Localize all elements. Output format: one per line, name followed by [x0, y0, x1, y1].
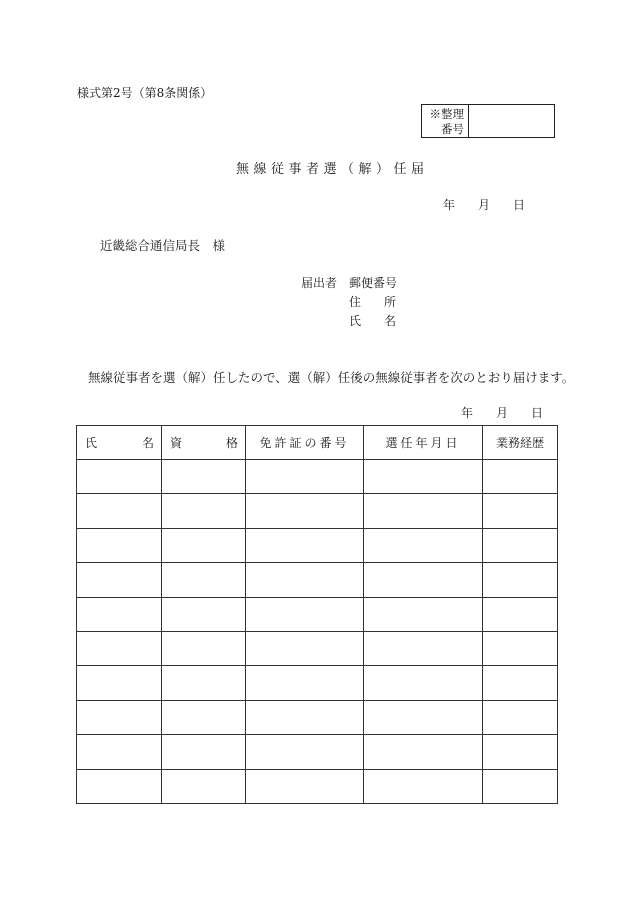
qualification-cell[interactable]: [162, 494, 246, 528]
table-row: [77, 666, 558, 700]
table-row: [77, 597, 558, 631]
qualification-cell[interactable]: [162, 563, 246, 597]
license-number-cell[interactable]: [246, 631, 364, 665]
license-number-cell[interactable]: [246, 563, 364, 597]
work-history-cell[interactable]: [483, 563, 558, 597]
table-row: [77, 563, 558, 597]
name-cell[interactable]: [77, 494, 162, 528]
document-title: 無線従事者選（解）任届: [236, 162, 429, 177]
work-history-cell[interactable]: [483, 735, 558, 769]
work-history-cell[interactable]: [483, 631, 558, 665]
appointment-date-cell[interactable]: [364, 631, 483, 665]
header-name: 氏 名: [77, 426, 162, 460]
postal-code-label: 郵便番号: [349, 276, 398, 290]
name-cell[interactable]: [77, 666, 162, 700]
name-cell[interactable]: [77, 735, 162, 769]
notice-text: 無線従事者を選（解）任したので、選（解）任後の無線従事者を次のとおり届けます。: [88, 370, 575, 385]
license-number-cell[interactable]: [246, 700, 364, 734]
table-row: [77, 460, 558, 494]
qualification-cell[interactable]: [162, 700, 246, 734]
header-license-number: 免許証の番号: [246, 426, 364, 460]
work-history-cell[interactable]: [483, 528, 558, 562]
address-label: 住 所: [349, 295, 396, 309]
submission-date: [420, 196, 525, 213]
license-number-cell[interactable]: [246, 460, 364, 494]
work-history-cell[interactable]: [483, 700, 558, 734]
qualification-cell[interactable]: [162, 460, 246, 494]
work-history-cell[interactable]: [483, 494, 558, 528]
appointment-date-cell[interactable]: [364, 700, 483, 734]
qualification-cell[interactable]: [162, 631, 246, 665]
name-cell[interactable]: [77, 460, 162, 494]
name-cell[interactable]: [77, 563, 162, 597]
name-label: 氏 名: [349, 314, 396, 328]
day-label: 日: [512, 198, 525, 212]
year-label: 年: [460, 406, 473, 420]
month-label: 月: [477, 198, 490, 212]
table-row: [77, 769, 558, 803]
name-cell[interactable]: [77, 528, 162, 562]
year-label: 年: [442, 198, 455, 212]
qualification-cell[interactable]: [162, 528, 246, 562]
reference-number-label: ※整理 番号: [422, 105, 469, 137]
qualification-cell[interactable]: [162, 769, 246, 803]
office-reference-box: [421, 104, 555, 138]
license-number-cell[interactable]: [246, 494, 364, 528]
table-row: [77, 700, 558, 734]
table-row: [77, 631, 558, 665]
qualification-cell[interactable]: [162, 735, 246, 769]
qualification-cell[interactable]: [162, 597, 246, 631]
appointment-record-date: [445, 404, 543, 421]
qualification-cell[interactable]: [162, 666, 246, 700]
appointment-date-cell[interactable]: [364, 735, 483, 769]
name-cell[interactable]: [77, 700, 162, 734]
appointment-date-cell[interactable]: [364, 563, 483, 597]
name-cell[interactable]: [77, 769, 162, 803]
name-cell[interactable]: [77, 631, 162, 665]
license-number-cell[interactable]: [246, 735, 364, 769]
license-number-cell[interactable]: [246, 528, 364, 562]
header-appointment-date: 選任年月日: [364, 426, 483, 460]
work-history-cell[interactable]: [483, 597, 558, 631]
reference-number-field[interactable]: [469, 105, 554, 137]
appointment-date-cell[interactable]: [364, 460, 483, 494]
form-number: 様式第2号（第8条関係）: [77, 86, 213, 100]
table-header-row: [77, 426, 558, 460]
table-row: [77, 528, 558, 562]
appointment-date-cell[interactable]: [364, 494, 483, 528]
addressee: 近畿総合通信局長 様: [100, 238, 226, 253]
license-number-cell[interactable]: [246, 666, 364, 700]
radio-operator-table: [76, 425, 558, 804]
work-history-cell[interactable]: [483, 769, 558, 803]
appointment-date-cell[interactable]: [364, 528, 483, 562]
applicant-label: 届出者: [301, 276, 338, 290]
license-number-cell[interactable]: [246, 597, 364, 631]
work-history-cell[interactable]: [483, 666, 558, 700]
day-label: 日: [530, 406, 543, 420]
table-row: [77, 494, 558, 528]
appointment-date-cell[interactable]: [364, 597, 483, 631]
work-history-cell[interactable]: [483, 460, 558, 494]
header-work-history: 業務経歴: [483, 426, 558, 460]
appointment-date-cell[interactable]: [364, 769, 483, 803]
appointment-date-cell[interactable]: [364, 666, 483, 700]
license-number-cell[interactable]: [246, 769, 364, 803]
header-qualification: 資 格: [162, 426, 246, 460]
table-row: [77, 735, 558, 769]
name-cell[interactable]: [77, 597, 162, 631]
month-label: 月: [495, 406, 508, 420]
